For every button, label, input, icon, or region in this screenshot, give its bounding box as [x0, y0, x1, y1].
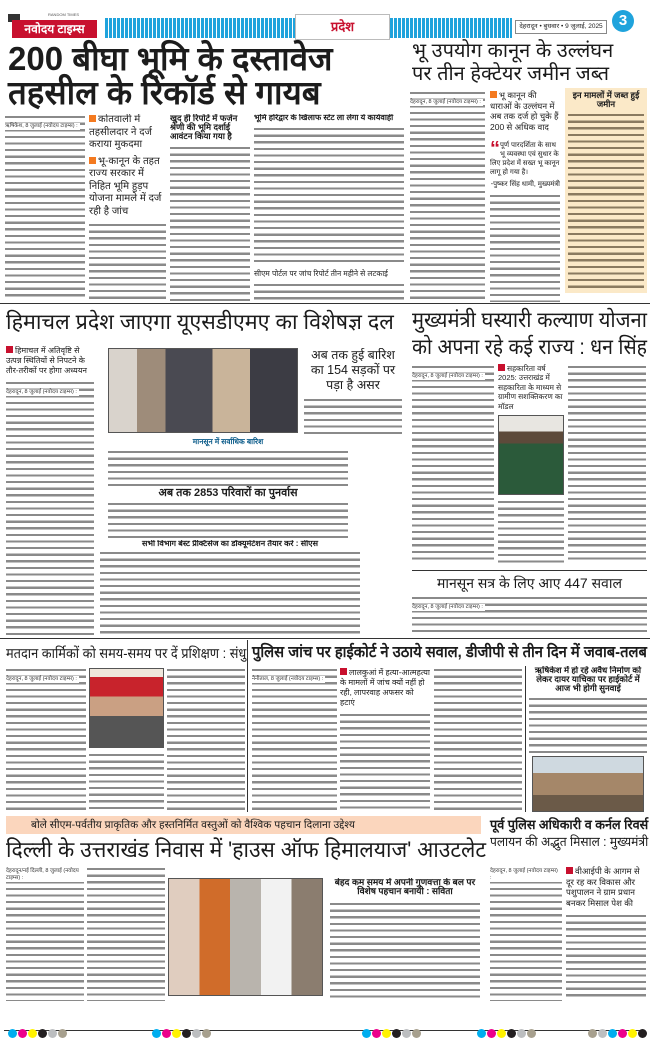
story3-side-body	[304, 397, 402, 436]
story9-body-2	[566, 913, 646, 1002]
story1-bullet-column	[89, 114, 166, 302]
story8-kicker: बोले सीएम-पर्वतीय प्राकृतिक और हस्तनिर्मित वस्तुओं को वैश्विक पहचान दिलाना उद्देश्य	[6, 816, 481, 834]
quote-mark-icon: “	[490, 137, 500, 160]
blue-band-left	[105, 18, 295, 38]
divider	[0, 638, 650, 639]
outlet-launch-photo	[168, 878, 323, 996]
story3-side-head: अब तक हुई बारिश का 154 सड़कों पर पड़ा है असर	[310, 348, 396, 392]
story7-body-3	[434, 667, 522, 812]
official-photo	[89, 668, 164, 748]
story3-lower-column	[100, 540, 360, 636]
story3-bullet	[6, 346, 94, 376]
headline-line: मुख्यमंत्री घस्यारी कल्याण योजना	[412, 308, 647, 332]
headline-line: को अपना रहे कई राज्य : धन सिंह	[412, 335, 647, 359]
headline-line: तहसील के रिकॉर्ड से गायब	[8, 74, 321, 111]
story9-body	[490, 866, 562, 1001]
story6-body-2	[89, 752, 164, 812]
story7-bullet-column	[340, 668, 430, 812]
dateline: ऋषिकेश, 8 जुलाई (नवोदय टाइम्स) :	[5, 123, 78, 129]
story1-body-3	[170, 145, 250, 302]
blue-band-right	[390, 18, 512, 38]
story7-body	[252, 667, 337, 812]
bullet-text: कोतवाली में तहसीलदार ने दर्ज कराया मुकदमा	[89, 114, 152, 150]
story5-headline[interactable]: मानसून सत्र के लिए आए 447 सवाल	[437, 575, 622, 591]
story2-bullet-column	[490, 90, 560, 302]
dateline: देहरादून, 8 जुलाई (नवोदय टाइम्स) :	[412, 604, 483, 610]
bullet-text: भू-कानून के तहत राज्य सरकार में निहित भूमि हुड़प योजना मामले में दर्ज रही है जांच	[89, 155, 162, 217]
story3-side-column	[304, 348, 402, 436]
story4-bullet	[498, 364, 564, 411]
bullet-text: सहकारिता वर्ष 2025: उत्तराखंड में सहकारिता के माध्यम से ग्रामीण सशक्तिकरण का मॉडल	[498, 364, 563, 411]
story2-body-2	[490, 193, 560, 302]
story1-subhead-3: सीएम पोर्टल पर जांच रिपोर्ट तीन महीने से लटकाई	[254, 269, 388, 279]
headline-line: पलायन की अद्भुत मिसाल : मुख्यमंत्री	[490, 834, 649, 849]
story2-bullet	[490, 90, 560, 133]
bullet-text: वीआईपी के आगम से दूर रह कर विकास और पशुपालन ने ग्राम प्रधान बनकर मिसाल पेश की	[566, 866, 640, 908]
story1-body-4	[254, 126, 404, 266]
story7-headline[interactable]: पुलिस जांच पर हाईकोर्ट ने उठाये सवाल, डीजीपी से तीन दिन में जवाब-तलब	[252, 644, 647, 661]
minister-photo	[498, 415, 564, 495]
story9-headline[interactable]	[490, 816, 648, 850]
building-photo	[532, 756, 644, 812]
story2-sidebar-box	[565, 88, 647, 293]
story6-body	[6, 667, 86, 812]
bullet-square-icon	[566, 867, 573, 874]
story6-headline[interactable]: मतदान कार्मिकों को समय-समय पर दें प्रशिक्षण : संधु	[6, 645, 247, 661]
story4-headline[interactable]	[412, 307, 647, 361]
story8-body-3	[330, 901, 480, 1001]
bullet-text: भू कानून की धाराओं के उल्लंघन में अब तक दर्ज हो चुके हैं 200 से अधिक वाद	[490, 90, 559, 132]
divider	[247, 640, 248, 812]
story1-subhead-1: खुद ही रिपोर्ट में फर्जन श्रेणी की भूमि दर्शाई आवंटन किया गया है	[170, 114, 238, 141]
bullet-text: लालकुआं में हत्या-आत्महत्या के मामलों में जांच क्यों नहीं हो रही, लापरवाह अफसर को हटाएं	[340, 668, 430, 707]
bullet-square-icon	[498, 364, 505, 371]
story2-quote	[490, 137, 560, 189]
masthead	[0, 0, 650, 40]
bullet-square-icon	[490, 91, 497, 98]
story1-column-4	[254, 114, 404, 302]
page-number: 3	[612, 10, 634, 32]
story4-body	[412, 364, 494, 564]
bullet-square-icon	[340, 668, 347, 675]
story6-body-3	[167, 667, 245, 812]
story3-subhead-2: अब तक 2853 परिवारों का पुनर्वास	[158, 486, 298, 499]
story1-body	[5, 114, 85, 300]
story3-body-3	[108, 501, 348, 538]
story4-body-3	[568, 364, 646, 564]
story3-body	[6, 380, 94, 636]
headline-line: पर तीन हेक्टेयर जमीन जब्त	[412, 63, 609, 85]
meeting-photo	[108, 348, 298, 433]
story1-column-3	[170, 114, 250, 302]
bullet-square-icon	[89, 157, 96, 164]
story1-body-2	[89, 222, 166, 302]
story3-subhead-1: मानसून में सर्वाधिक बारिश	[192, 437, 264, 446]
bullet-text: हिमाचल में अतिवृष्टि से उत्पन्न स्थितियों से निपटने के तौर-तरीकों पर होगा अध्ययन	[6, 346, 87, 375]
headline-line: पूर्व पुलिस अधिकारी व कर्नल रिवर्स	[490, 817, 649, 832]
story8-right-column	[330, 878, 480, 1001]
bullet-square-icon	[89, 115, 96, 122]
dateline: देहरादून, 8 जुलाई (नवोदय टाइम्स) :	[410, 99, 481, 105]
headline-line: 200 बीघा भूमि के दस्तावेज	[8, 40, 333, 77]
dateline: देहरादून, 8 जुलाई (नवोदय टाइम्स) :	[6, 389, 77, 395]
headline-line: भू उपयोग कानून के उल्लंघन	[412, 40, 614, 62]
story7-bullet	[340, 668, 430, 708]
divider	[412, 570, 647, 571]
box-body	[568, 112, 644, 290]
box-title: इन मामलों में जब्त हुई जमीन	[572, 90, 640, 109]
logo[interactable]: नवोदय टाइम्स	[12, 20, 97, 38]
story7-body-2	[340, 712, 430, 812]
box-body	[529, 696, 647, 753]
date-box: देहरादून • बुधवार • 9 जुलाई, 2025	[515, 20, 607, 34]
story1-headline[interactable]	[8, 42, 403, 110]
color-registration-marks	[0, 1025, 650, 1037]
box-title: ऋषिकेश में हो रहे अवैध निर्माण को लेकर दायर याचिका पर हाईकोर्ट में आज भी होगी सुनवाई	[534, 666, 642, 693]
story1-subhead-2: भूमि हरिद्वार के खिलाफ स्टेट ला लेगा ये कार्यवाही	[254, 114, 394, 122]
story1-body-5	[254, 282, 404, 302]
dateline: देहरादून, 8 जुलाई (नवोदय टाइम्स) :	[6, 676, 77, 682]
dateline: नैनीताल, 8 जुलाई (नवोदय टाइम्स) :	[252, 676, 324, 682]
story9-bullet-column	[566, 866, 646, 1001]
story8-body-2	[87, 866, 165, 1001]
story3-headline[interactable]: हिमाचल प्रदेश जाएगा यूएसडीएमए का विशेषज्ञ दल	[6, 310, 394, 334]
story8-headline[interactable]: दिल्ली के उत्तराखंड निवास में 'हाउस ऑफ हिमालयाज' आउटलेट	[6, 837, 487, 862]
story3-left-column	[6, 346, 94, 636]
story8-body	[6, 866, 84, 1001]
divider	[0, 303, 650, 304]
story3-body-2	[108, 449, 348, 486]
story8-subhead: बेहद कम समय में अपनी गुणवत्ता के बल पर विशेष पहचान बनायी : सविता	[334, 878, 476, 897]
story2-headline[interactable]	[412, 40, 647, 86]
story5-body	[412, 595, 647, 634]
story9-bullet	[566, 866, 646, 909]
quote-text: पूर्ण पारदर्शिता के साथ भू व्यवस्था एवं सुधार के लिए प्रदेश में सख्त भू कानून लागू हो गया है।	[490, 141, 560, 176]
dateline: देहरादून/नई दिल्ली, 8 जुलाई (नवोदय टाइम्स) :	[6, 868, 84, 881]
story4-body-2	[498, 499, 564, 564]
story7-box	[525, 666, 647, 812]
dateline: देहरादून, 8 जुलाई (नवोदय टाइम्स) :	[490, 868, 562, 881]
story3-center-column	[108, 437, 348, 538]
story3-body-4	[100, 550, 360, 636]
story4-bullet-column	[498, 364, 564, 564]
bullet-square-icon	[6, 346, 13, 353]
dateline: देहरादून, 8 जुलाई (नवोदय टाइम्स) :	[412, 373, 483, 379]
small-label: RANDOM TIMES	[48, 12, 80, 17]
quote-author: -पुष्कर सिंह धामी, मुख्यमंत्री	[490, 180, 560, 188]
section-tab[interactable]: प्रदेश	[295, 14, 390, 40]
story3-subhead-3: सभी विभाग बेस्ट प्रैक्टिसेज का डॉक्यूमेंटेशन तैयार करें : सीएस	[141, 540, 319, 548]
story2-body	[410, 90, 485, 302]
